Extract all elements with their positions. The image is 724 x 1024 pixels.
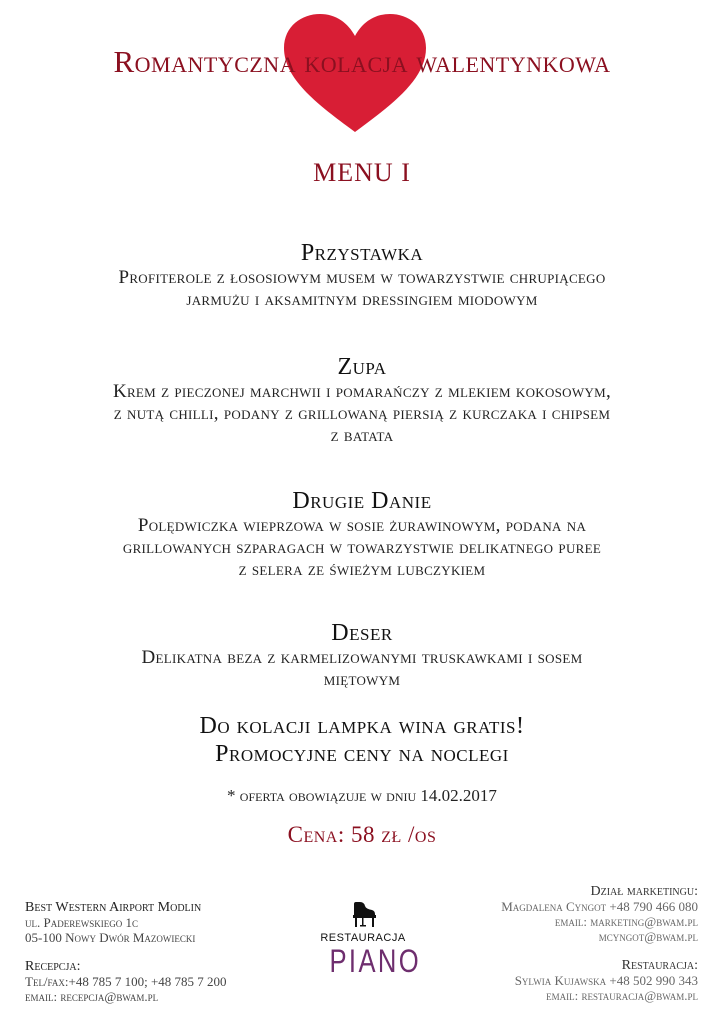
price-label: Cena: 58 zł /os [287, 822, 437, 847]
reception-phone: Tel/fax:+48 785 7 100; +48 785 7 200 [25, 974, 227, 989]
course-dessert [40, 620, 684, 691]
marketing-email-2[interactable]: mcyngot@bwam.pl [598, 929, 698, 944]
promo-block [0, 712, 724, 768]
marketing-contact [438, 884, 698, 1003]
reception-email[interactable]: email: recepcja@bwam.pl [25, 989, 159, 1004]
course-line: z selera ze świeżym lubczykiem [238, 559, 486, 580]
marketing-email[interactable]: email: marketing@bwam.pl [554, 914, 698, 929]
restaurant-logo [318, 900, 422, 979]
course-name: Drugie Danie [292, 488, 432, 514]
grand-piano-icon [348, 900, 378, 930]
restaurant-heading: Restauracja: [621, 958, 698, 973]
page-title [0, 44, 724, 80]
course-line: Profiterole z łososiowym musem w towarzystwie chrupiącego [118, 267, 606, 288]
restaurant-email[interactable]: email: restauracja@bwam.pl [546, 988, 698, 1003]
hotel-name: Best Western Airport Modlin [25, 900, 202, 915]
course-line: jarmużu i aksamitnym dressingiem miodowym [186, 289, 538, 310]
offer-note: * oferta obowiązuje w dniu 14.02.2017 [227, 786, 497, 805]
course-line: z batata [330, 425, 394, 446]
promo-wine: Do kolacji lampka wina gratis! [199, 713, 525, 739]
promo-rooms: Promocyjne ceny na noclegi [215, 741, 509, 767]
course-name: Deser [331, 620, 393, 646]
title-mid: kolacja [304, 44, 409, 79]
restaurant-person: Sylwia Kujawska +48 502 990 343 [514, 973, 698, 988]
reception-heading: Recepcja: [25, 959, 81, 974]
title-right: walentynkowa [416, 44, 611, 79]
course-line: Krem z pieczonej marchwii i pomarańczy z mlekiem kokosowym, [112, 381, 612, 402]
title-left: Romantyczna [113, 44, 297, 79]
course-soup [40, 354, 684, 447]
course-line: Delikatna beza z karmelizowanymi truskawkami i sosem [141, 647, 583, 668]
course-appetizer [40, 240, 684, 311]
course-line: z nutą chilli, podany z grillowaną piersią z kurczaka i chipsem [113, 403, 611, 424]
marketing-heading: Dział marketingu: [590, 884, 698, 899]
hotel-contact [25, 900, 265, 1004]
logo-name: PIANO [329, 943, 422, 979]
hotel-city: 05-100 Nowy Dwór Mazowiecki [25, 930, 196, 945]
course-main [40, 488, 684, 581]
course-name: Zupa [337, 354, 387, 380]
course-line: miętowym [323, 669, 401, 690]
marketing-person: Magdalena Cyngot +48 790 466 080 [501, 899, 698, 914]
course-line: Polędwiczka wieprzowa w sosie żurawinowym, podana na [137, 515, 587, 536]
course-line: grillowanych szparagach w towarzystwie delikatnego puree [122, 537, 602, 558]
course-name: Przystawka [300, 240, 424, 266]
hotel-street: ul. Paderewskiego 1c [25, 915, 138, 930]
logo-label: RESTAURACJA [320, 932, 406, 944]
menu-label: MENU I [313, 158, 411, 187]
